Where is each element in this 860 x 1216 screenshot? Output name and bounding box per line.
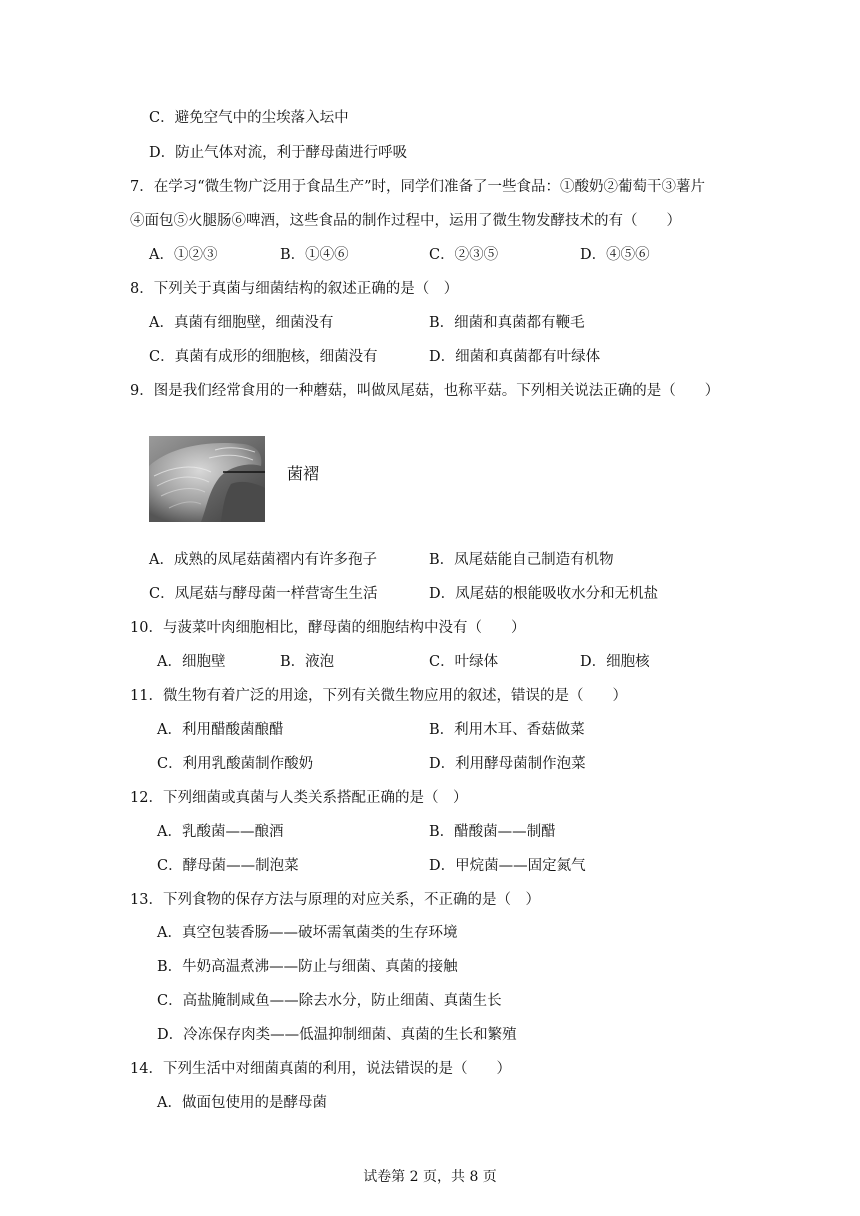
q7-stem-line1: 7．在学习“微生物广泛用于食品生产”时，同学们准备了一些食品：①酸奶②葡萄干③薯片 (130, 179, 706, 195)
q7-option-c: C．②③⑤ (429, 247, 499, 263)
q11-option-d: D．利用酵母菌制作泡菜 (429, 756, 586, 772)
q12-option-d: D．甲烷菌——固定氮气 (429, 858, 586, 874)
q12-stem: 12．下列细菌或真菌与人类关系搭配正确的是（ ） (130, 790, 468, 806)
q10-option-a: A．细胞壁 (157, 654, 226, 670)
q8-option-a: A．真菌有细胞壁，细菌没有 (149, 315, 334, 331)
mushroom-figure (149, 436, 339, 522)
q10-option-c: C．叶绿体 (429, 654, 499, 670)
q9-option-b: B．凤尾菇能自己制造有机物 (429, 552, 614, 568)
q12-option-b: B．醋酸菌——制醋 (429, 824, 556, 840)
q14-option-a: A．做面包使用的是酵母菌 (157, 1095, 327, 1111)
q9-option-a: A．成熟的凤尾菇菌褶内有许多孢子 (149, 552, 377, 568)
gill-label: 菌褶 (287, 464, 320, 483)
q6-option-c: C．避免空气中的尘埃落入坛中 (149, 110, 349, 126)
q13-stem: 13．下列食物的保存方法与原理的对应关系，不正确的是（ ） (130, 892, 540, 908)
q13-option-c: C．高盐腌制咸鱼——除去水分，防止细菌、真菌生长 (157, 993, 502, 1009)
page-footer: 试卷第 2 页，共 8 页 (363, 1169, 497, 1185)
q12-option-a: A．乳酸菌——酿酒 (157, 824, 284, 840)
q8-stem: 8．下列关于真菌与细菌结构的叙述正确的是（ ） (130, 281, 459, 297)
q7-option-a: A．①②③ (149, 247, 218, 263)
q13-option-d: D．冷冻保存肉类——低温抑制细菌、真菌的生长和繁殖 (157, 1027, 517, 1043)
q13-option-a: A．真空包装香肠——破坏需氧菌类的生存环境 (157, 925, 458, 941)
q7-option-d: D．④⑤⑥ (580, 247, 650, 263)
q11-option-b: B．利用木耳、香菇做菜 (429, 722, 585, 738)
q14-stem: 14．下列生活中对细菌真菌的利用，说法错误的是（ ） (130, 1061, 511, 1077)
q7-option-b: B．①④⑥ (280, 247, 349, 263)
q8-option-d: D．细菌和真菌都有叶绿体 (429, 349, 601, 365)
q8-option-b: B．细菌和真菌都有鞭毛 (429, 315, 585, 331)
q13-option-b: B．牛奶高温煮沸——防止与细菌、真菌的接触 (157, 959, 458, 975)
q10-option-d: D．细胞核 (580, 654, 650, 670)
q10-stem: 10．与菠菜叶肉细胞相比，酵母菌的细胞结构中没有（ ） (130, 620, 526, 636)
q8-option-c: C．真菌有成形的细胞核，细菌没有 (149, 349, 378, 365)
q9-stem: 9．图是我们经常食用的一种蘑菇，叫做凤尾菇，也称平菇。下列相关说法正确的是（ ） (130, 383, 720, 399)
q11-stem: 11．微生物有着广泛的用途，下列有关微生物应用的叙述，错误的是（ ） (130, 688, 627, 704)
q12-option-c: C．酵母菌——制泡菜 (157, 858, 299, 874)
q10-option-b: B．液泡 (280, 654, 335, 670)
q11-option-a: A．利用醋酸菌酿醋 (157, 722, 284, 738)
q7-stem-line2: ④面包⑤火腿肠⑥啤酒，这些食品的制作过程中，运用了微生物发酵技术的有（ ） (130, 213, 681, 229)
q6-option-d: D．防止气体对流，利于酵母菌进行呼吸 (149, 145, 408, 161)
q9-option-c: C．凤尾菇与酵母菌一样营寄生生活 (149, 586, 378, 602)
q9-option-d: D．凤尾菇的根能吸收水分和无机盐 (429, 586, 659, 602)
q11-option-c: C．利用乳酸菌制作酸奶 (157, 756, 314, 772)
